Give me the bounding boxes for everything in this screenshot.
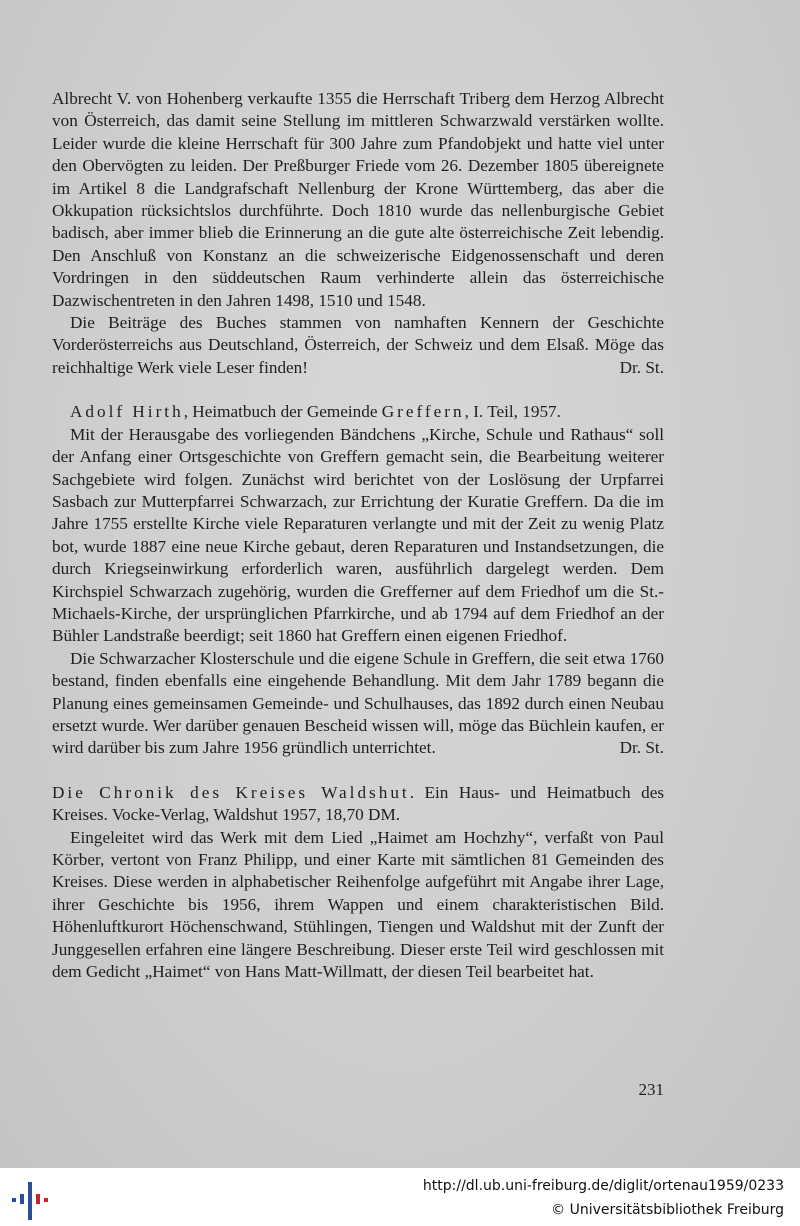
paragraph-text: Die Schwarzacher Klosterschule und die eigene Schule in Greffern, die seit etwa 1760 bestand, finden ebenfalls eine eingehende Behandlung. Mit dem Jahr 1789 begann die Planung eines gemeinsamen Gemeinde- und Schulhauses, das 1892 durch einen Neubau ersetzt wurde. Wer darüber genauen Bescheid wissen will, möge das Büchlein kaufen, er wird darüber bis zum Jahre 1956 gründlich unterrichtet. [52, 648, 664, 758]
signature: Dr. St. [619, 738, 664, 758]
paragraph-waldshut: Eingeleitet wird das Werk mit dem Lied „Haimet am Hochzhy“, verfaßt von Paul Körber, vertont von Franz Philipp, und einer Karte mit sämtlichen 81 Gemeinden des Kreises. Diese werden in alphabetischer Reihenfolge aufgeführt mit Angabe ihrer Lage, ihrer Geschichte bis 1956, ihrem Wappen und einem charakteristischen Bild. Höhenluftkurort Höchenschwand, Stühlingen, Tiengen und Waldshut mit der Zunft der Junggesellen erfahren eine längere Beschreibung. Dieser erste Teil wird geschlossen mit dem Gedicht „Haimet“ von Hans Matt-Willmatt, der diesen Teil bearbeitet hat. [52, 827, 664, 982]
copyright-text: © Universitätsbibliothek Freiburg [551, 1202, 784, 1218]
ub-freiburg-logo-icon [10, 1178, 50, 1222]
page-number: 231 [638, 1080, 664, 1099]
review-heading-hirth [52, 401, 664, 423]
review-heading-waldshut [52, 782, 664, 827]
paragraph-hohenberg: Albrecht V. von Hohenberg verkaufte 1355 die Herrschaft Triberg dem Herzog Albrecht von Österreich, das damit seine Stellung im mittleren Schwarzwald verstärken wollte. Leider wurde die kleine Herrschaft für 300 Jahre zum Pfandobjekt und hatte viel unter den Obervögten zu leiden. Der Preßburger Friede vom 26. Dezember 1805 übereignete im Artikel 8 die Landgrafschaft Nellenburg der Krone Württemberg, das aber die Okkupation rücksichtslos durchführte. Doch 1810 wurde das nellenburgische Gebiet badisch, aber immer blieb die Erinnerung an die gute alte österreichische Zeit lebendig. Den Anschluß von Konstanz an die schweizerische Eidgenossenschaft und deren Vordringen in den süddeutschen Raum verhinderte allein das österreichische Dazwischentreten in den Jahren 1498, 1510 und 1548. [52, 89, 664, 310]
source-url-link[interactable]: http://dl.ub.uni-freiburg.de/diglit/ortenau1959/0233 [422, 1178, 784, 1194]
book-title: Die Chronik des Kreises Waldshut [52, 782, 410, 802]
paragraph-text: Die Beiträge des Buches stammen von namhaften Kennern der Geschichte Vorderösterreichs aus Deutschland, Österreich, der Schweiz und dem Elsaß. Möge das reichhaltige Werk viele Leser finden! [52, 313, 664, 377]
paragraph-greffern-kirche: Mit der Herausgabe des vorliegenden Bändchens „Kirche, Schule und Rathaus“ soll der Anfang einer Ortsgeschichte von Greffern gemacht sein, die Bearbeitung weiterer Sachgebiete wird folgen. Zunächst wird berichtet von der Loslösung der Urpfarrei Sasbach zur Mutterpfarrei Schwarzach, zur Errichtung der Kuratie Greffern. Da die im Jahre 1755 erstellte Kirche viele Reparaturen verlangte und mit der Zeit zu wenig Platz bot, wurde 1887 eine neue Kirche gebaut, deren Reparaturen und Instandsetzungen, die durch Kriegseinwirkung erforderlich waren, ausführlich dargelegt werden. Dem Kirchspiel Schwarzach zugehörig, wurden die Grefferner auf dem Friedhof um die St.-Michaels-Kirche, der ursprünglichen Pfarrkirche, und ab 1794 auf dem Friedhof an der Bühler Landstraße beerdigt; seit 1860 hat Greffern einen eigenen Friedhof. [52, 424, 664, 646]
heading-text: , Heimatbuch der Gemeinde [183, 402, 382, 422]
heading-text: . Ein Haus- und Heimatbuch des Kreises. Vocke-Verlag, Waldshut 1957, 18,70 DM. [52, 782, 665, 825]
place-name: Greffern [381, 402, 465, 422]
heading-text: , I. Teil, 1957. [464, 402, 561, 422]
author-name: Adolf Hirth [70, 402, 184, 422]
paragraph-beitraege [52, 312, 664, 379]
footer-bar [0, 1168, 800, 1226]
paragraph-greffern-schule [52, 648, 664, 760]
page-text [52, 88, 664, 983]
signature: Dr. St. [619, 357, 664, 377]
